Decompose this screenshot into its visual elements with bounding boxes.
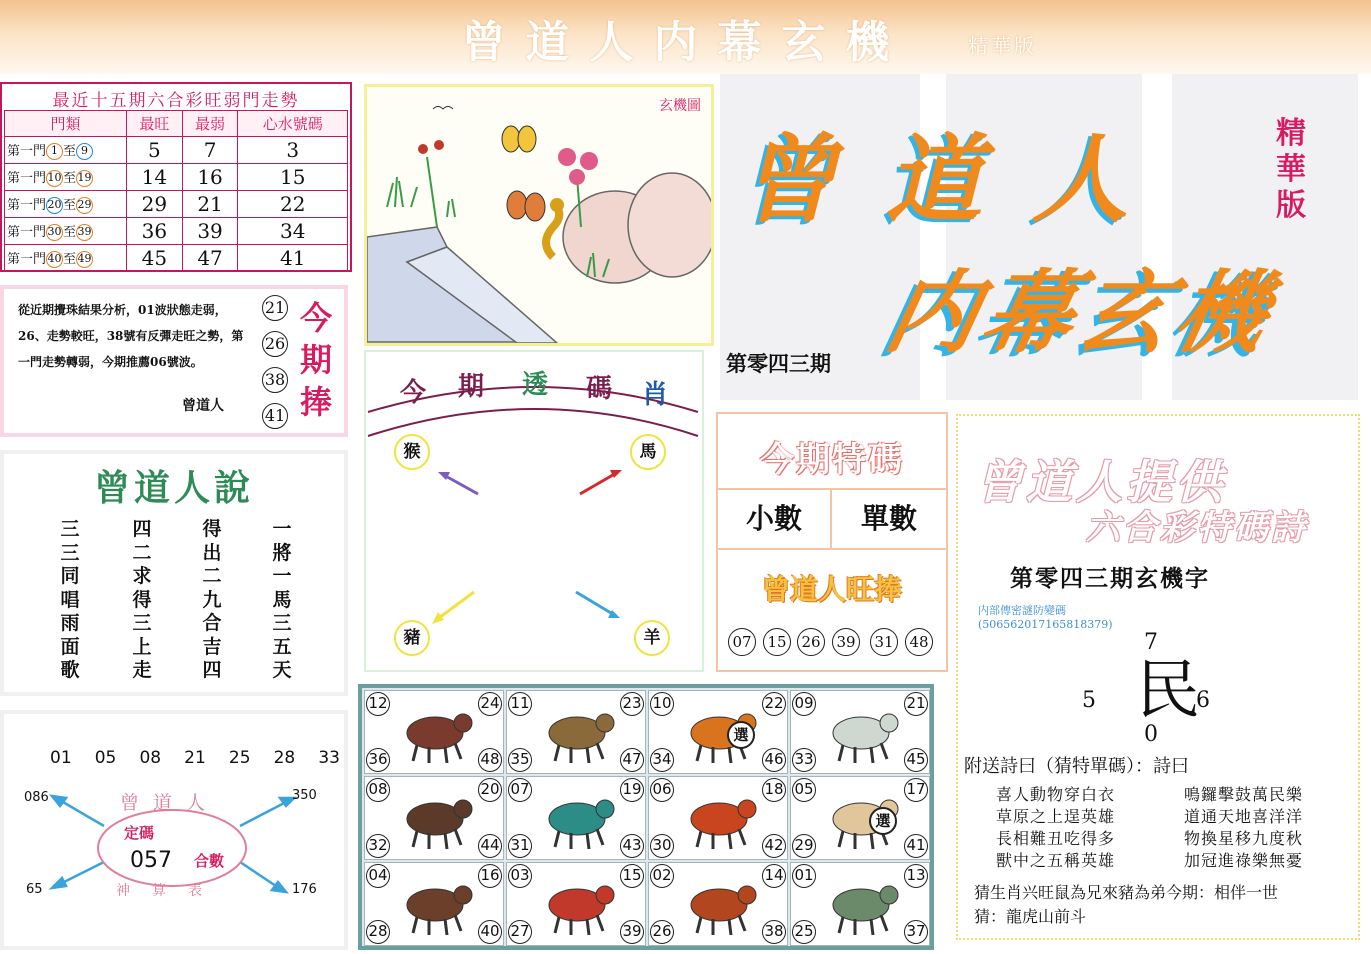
zodiac-cell-goat [790,776,930,860]
fixed-number: 01 [50,748,72,768]
zodiac-number: 17 [904,778,928,802]
zodiac-number: 21 [904,692,928,716]
fixed-arrows-graphic [4,714,344,946]
recommend-panel [0,285,348,437]
fixed-number: 25 [228,748,251,768]
poem-title-sub: 六合彩特碼詩 [1086,508,1308,548]
zodiac-number: 18 [762,778,786,802]
pick-cell: 3 [238,137,348,164]
rabbit-icon [819,699,903,767]
min-cell: 16 [182,164,238,191]
zodiac-number: 15 [620,864,644,888]
pig-head [880,886,898,904]
recommend-number: 21 [262,295,288,321]
zodiac-cell-dragon [364,776,504,860]
hint-zodiac-br: 羊 [634,620,670,656]
trend-table [4,110,348,272]
recommend-label: 今期捧 [300,299,333,421]
fixed-code-panel [0,710,348,950]
zodiac-number: 46 [762,748,786,772]
corner-number-bl: 65 [26,882,43,897]
gate-cell [5,218,127,245]
gate-cell [5,245,127,272]
sayings-panel [0,450,348,696]
poem-title-main: 曾道人提供 [976,455,1226,509]
poem-panel [956,414,1360,940]
zodiac-number: 29 [792,834,816,858]
riddle-digit-top: 7 [1144,630,1158,655]
corner-number-tl: 086 [24,790,49,805]
riddle-picture [364,84,714,346]
fixed-suffix: 合數 [194,852,225,870]
pick-cell: 22 [238,191,348,218]
hot-pick-ball: 07 [728,628,756,656]
poem-period: 第零四三期玄機字 [1010,565,1210,592]
zodiac-number: 19 [620,778,644,802]
gate-cell [5,164,127,191]
range-end: 19 [76,170,93,187]
zodiac-cell-tiger [648,690,788,774]
zodiac-number: 34 [650,748,674,772]
min-cell: 47 [182,245,238,272]
hot-pick-ball: 26 [797,628,825,656]
poem-verse-left [996,784,1115,872]
poem-line: 獸中之五稱英雄 [996,851,1116,870]
hint-title-char: 透 [522,370,549,400]
poem-guess: 猜：龍虎山前斗 [974,907,1087,926]
zodiac-number: 30 [650,834,674,858]
zodiac-cell-dog [648,862,788,946]
max-cell: 14 [127,164,183,191]
range-start: 1 [46,143,63,160]
fixed-number: 28 [273,748,296,768]
zodiac-cell-rooster [506,862,646,946]
zodiac-number: 27 [508,920,532,944]
recommend-text: 從近期攪珠結果分析，01波狀態走弱，26、走勢較旺，38號有反彈走旺之勢，第一門走勢轉弱，今期推薦06號波。 [18,303,244,369]
zodiac-number: 14 [762,864,786,888]
gate-label: 第一門 [7,252,47,267]
zodiac-hint-panel [364,350,704,672]
range-start: 40 [46,251,63,268]
hint-title-char: 肖 [642,380,669,410]
range-start: 10 [46,170,63,187]
hot-pick-title: 曾道人旺捧 [761,573,902,606]
zodiac-number: 45 [904,748,928,772]
zodiac-number: 36 [366,748,390,772]
zodiac-number: 03 [508,864,532,888]
recommend-number: 38 [262,367,288,393]
special-parity: 單數 [860,502,917,535]
main-title-line2: 内幕玄機 [877,260,1284,366]
riddle-digit-bottom: 0 [1144,722,1158,747]
zodiac-number: 33 [792,748,816,772]
dog-icon [677,871,761,939]
range-end: 29 [76,197,93,214]
sayings-column: 得出二九合吉四 [202,518,222,681]
special-title: 今期特碼 [760,440,904,480]
snake-icon [535,785,619,853]
zodiac-number: 02 [650,864,674,888]
fixed-arc-top: 曾道人 [120,792,220,814]
zodiac-number: 35 [508,748,532,772]
sayings-column: 三三同唱雨面歌 [60,518,80,681]
zodiac-number: 44 [478,834,502,858]
fixed-number: 08 [139,748,162,768]
zodiac-number: 37 [904,920,928,944]
zodiac-number: 06 [650,778,674,802]
monkey-icon [393,871,477,939]
poem-line: 喜人動物穿白衣 [996,785,1116,804]
zodiac-number: 20 [478,778,502,802]
table-header-row [5,111,348,137]
poem-line: 鳴鑼擊鼓萬民樂 [1184,785,1304,804]
corner-number-br: 176 [292,882,317,897]
hot-pick-ball: 48 [905,628,933,656]
fixed-number: 21 [184,748,206,768]
issue-period: 第零四三期 [726,351,831,376]
gate-label: 第一門 [7,171,47,186]
dog-head [738,886,756,904]
pig-icon [819,871,903,939]
zodiac-number: 24 [478,692,502,716]
poem-verse-right [1184,784,1303,872]
rabbit-head [880,714,898,732]
recommend-number: 41 [262,403,288,429]
monkey-head [454,886,472,904]
poem-line: 加冠進祿樂無憂 [1184,851,1304,870]
pick-cell: 34 [238,218,348,245]
hint-title-char: 期 [458,372,485,402]
zodiac-number: 04 [366,864,390,888]
main-title-edition: 精華版 [1276,116,1306,223]
hint-title-char: 今 [400,378,427,408]
range-connector: 至 [63,225,77,240]
ox-icon [535,699,619,767]
table-row [5,164,348,191]
zodiac-cell-ox [506,690,646,774]
riddle-digit-right: 6 [1196,688,1210,713]
picture-label: 玄機圖 [659,98,701,114]
corner-number-tr: 350 [292,788,317,803]
table-row [5,218,348,245]
zodiac-number: 47 [620,748,644,772]
pick-cell: 41 [238,245,348,272]
fixed-number: 33 [318,748,340,768]
range-connector: 至 [63,144,77,159]
rooster-icon [535,871,619,939]
zodiac-number: 40 [478,920,502,944]
table-row [5,245,348,272]
zodiac-cell-rabbit [790,690,930,774]
selected-mark: 選 [869,807,897,835]
sayings-title: 曾道人說 [93,467,254,509]
poem-note: 内部傳密謎防變碼 [978,604,1066,617]
ox-head [596,714,614,732]
min-cell: 21 [182,191,238,218]
zodiac-cell-rat [364,690,504,774]
special-size: 小數 [718,490,832,548]
sayings-column: 一將一馬三五天 [272,518,292,681]
zodiac-number: 10 [650,692,674,716]
range-connector: 至 [63,198,77,213]
riddle-illustration [367,87,711,343]
riddle-character: 民 [1136,654,1200,728]
horse-icon [677,785,761,853]
zodiac-number: 12 [366,692,390,716]
max-cell: 36 [127,218,183,245]
zodiac-number: 11 [508,692,532,716]
zodiac-number: 38 [762,920,786,944]
gate-label: 第一門 [7,198,47,213]
poem-line: 長相難丑吃得多 [996,829,1116,848]
trend-title: 最近十五期六合彩旺弱門走勢 [52,91,300,111]
zodiac-number: 13 [904,864,928,888]
rat-icon [393,699,477,767]
range-connector: 至 [63,252,77,267]
zodiac-number: 22 [762,692,786,716]
hot-pick-ball: 31 [870,628,898,656]
dragon-icon [393,785,477,853]
zodiac-number: 42 [762,834,786,858]
column-header: 心水號碼 [238,111,348,137]
column-header: 最弱 [182,111,238,137]
zodiac-number: 32 [366,834,390,858]
zodiac-number: 01 [792,864,816,888]
fixed-label: 定碼 [124,824,155,842]
pick-cell: 15 [238,164,348,191]
horse-head [738,800,756,818]
hint-zodiac-tr: 馬 [630,434,666,470]
zodiac-number: 48 [478,748,502,772]
zodiac-number: 09 [792,692,816,716]
special-attribute-row [718,488,946,550]
range-end: 39 [76,224,93,241]
zodiac-number: 08 [366,778,390,802]
poem-line: 物換星移九度秋 [1184,829,1304,848]
min-cell: 7 [182,137,238,164]
banner-title: 曾道人内幕玄機 [461,17,910,68]
selected-mark: 選 [727,721,755,749]
range-connector: 至 [63,171,77,186]
gate-label: 第一門 [7,225,47,240]
max-cell: 29 [127,191,183,218]
dragon-head [454,800,472,818]
gate-cell [5,137,127,164]
zodiac-number: 16 [478,864,502,888]
special-code-panel [716,412,948,672]
hint-zodiac-bl: 豬 [394,620,430,656]
poem-intro: 附送詩曰（猜特單碼）：詩曰 [964,756,1189,777]
recommend-number: 26 [262,331,288,357]
trend-table-panel [0,82,352,272]
zodiac-number: 23 [620,692,644,716]
zodiac-number: 05 [792,778,816,802]
max-cell: 45 [127,245,183,272]
zodiac-number: 41 [904,834,928,858]
fixed-number: 05 [94,748,117,768]
zodiac-number: 28 [366,920,390,944]
range-end: 49 [76,251,93,268]
riddle-digit-left: 5 [1082,688,1096,713]
hot-pick-ball: 15 [763,628,791,656]
zodiac-number: 39 [620,920,644,944]
fixed-arc-bottom: 神算表 [116,883,224,899]
poem-guess: 猜生肖兴旺鼠為兄來豬為弟今期：相伴一世 [974,883,1279,902]
gate-label: 第一門 [7,144,47,159]
range-start: 20 [46,197,63,214]
snake-head [596,800,614,818]
hot-pick-ball: 39 [832,628,860,656]
column-header: 門類 [5,111,127,137]
poem-note-code: (506562017165818379) [978,618,1113,631]
sayings-column: 四二求得三上走 [132,518,152,681]
hint-title-char: 碼 [586,374,613,404]
gate-cell [5,191,127,218]
range-end: 9 [76,143,93,160]
zodiac-cell-horse [648,776,788,860]
main-title-line1: 曾道人 [740,123,1178,236]
poem-line: 道通天地喜洋洋 [1184,807,1304,826]
max-cell: 5 [127,137,183,164]
range-start: 30 [46,224,63,241]
zodiac-number: 07 [508,778,532,802]
zodiac-number: 26 [650,920,674,944]
zodiac-number: 43 [620,834,644,858]
hint-zodiac-tl: 猴 [394,434,430,470]
table-row [5,191,348,218]
zodiac-number: 25 [792,920,816,944]
zodiac-cell-snake [506,776,646,860]
recommend-signature: 曾道人 [182,398,224,414]
zodiac-number: 31 [508,834,532,858]
poem-line: 草原之上逞英雄 [996,807,1116,826]
rat-head [454,714,472,732]
zodiac-cell-pig [790,862,930,946]
banner-subtitle: 精華版 [968,34,1037,58]
zodiac-number-grid [358,684,934,950]
zodiac-cell-monkey [364,862,504,946]
main-title-area [720,74,1360,404]
table-row [5,137,348,164]
column-header: 最旺 [127,111,183,137]
min-cell: 39 [182,218,238,245]
rooster-head [596,886,614,904]
fixed-value: 057 [130,848,172,873]
